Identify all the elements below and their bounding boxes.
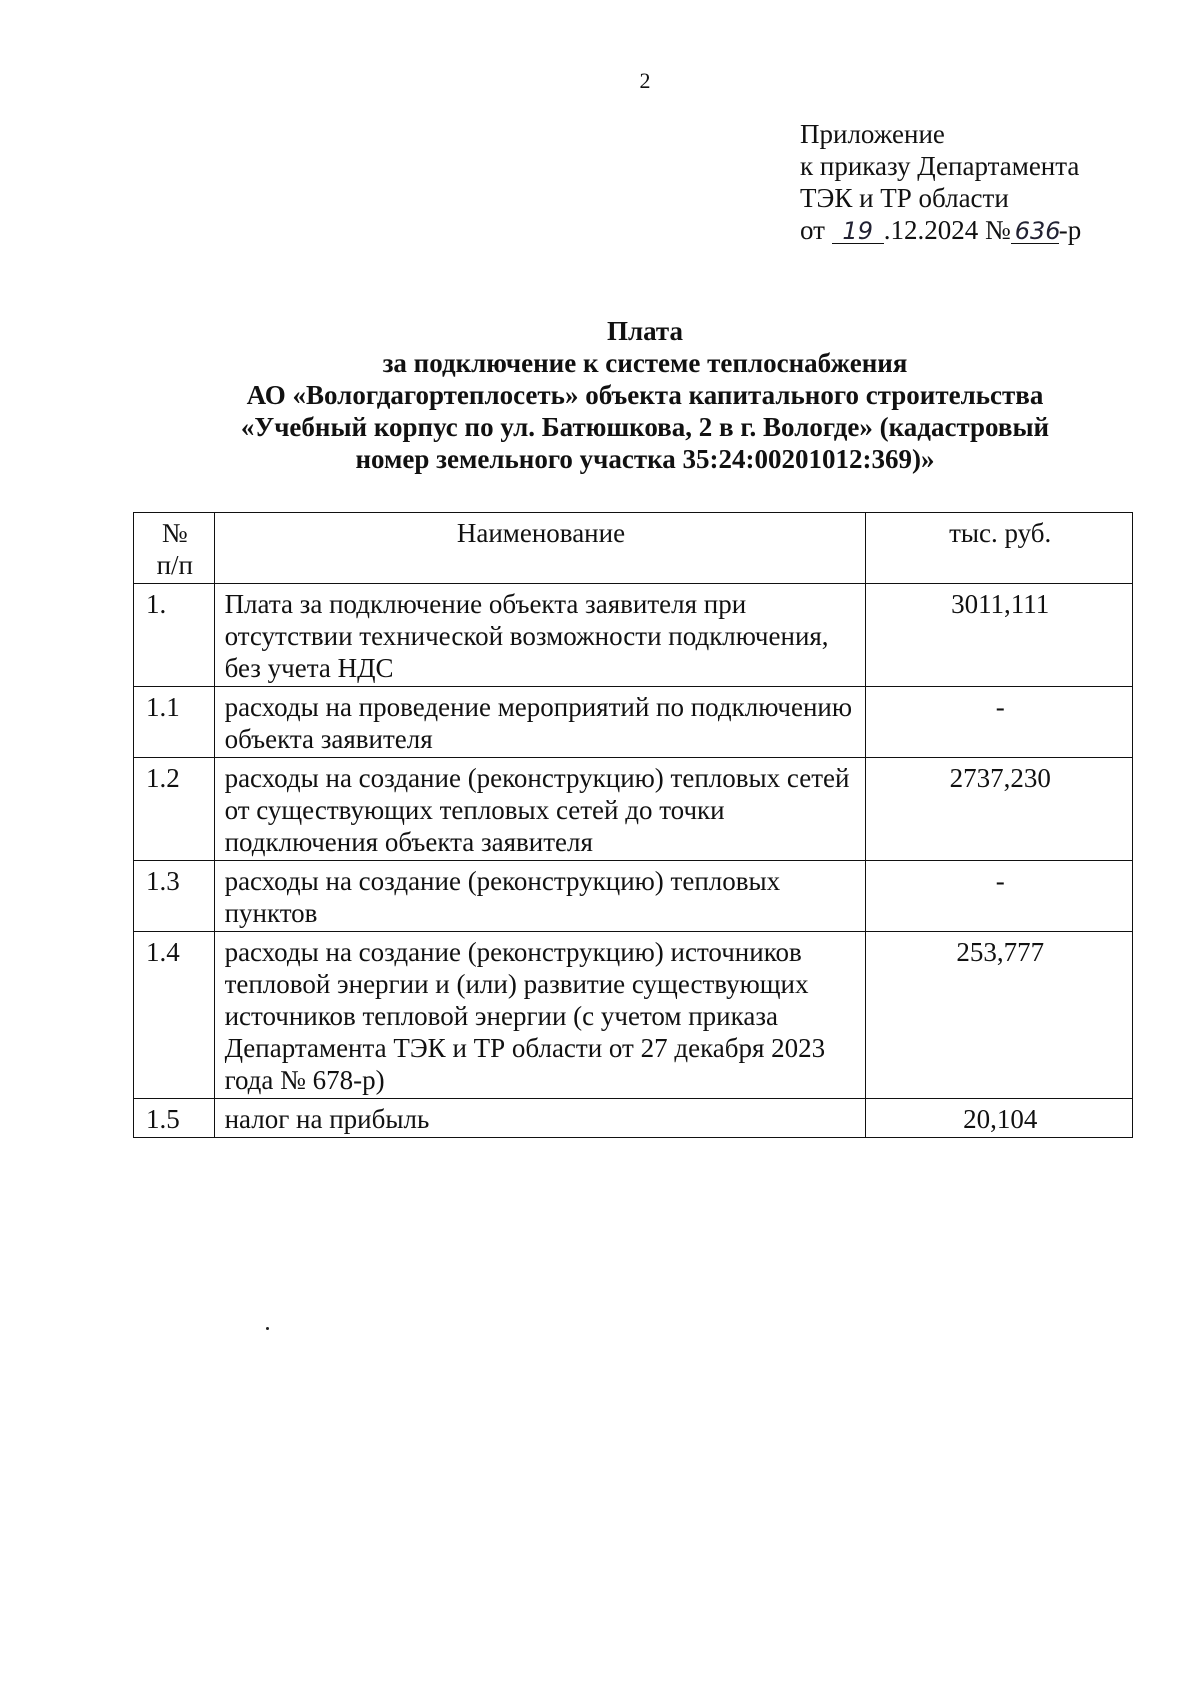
document-title	[140, 315, 1150, 475]
title-line-1: Плата	[606, 316, 684, 346]
table-row	[134, 758, 1133, 861]
row-num: 1.4	[134, 932, 215, 1099]
title-line-5: номер земельного участка 35:24:00201012:369)»	[355, 444, 935, 474]
header-value: тыс. руб.	[866, 513, 1133, 584]
row-num: 1.5	[134, 1099, 215, 1138]
table-row	[134, 687, 1133, 758]
appendix-department: ТЭК и ТР области	[800, 183, 1009, 213]
row-value: 253,777	[866, 932, 1133, 1099]
header-num-pp: п/п	[156, 550, 193, 580]
row-value: -	[866, 861, 1133, 932]
row-name: налог на прибыль	[214, 1099, 866, 1138]
table-row	[134, 1099, 1133, 1138]
page-number: 2	[639, 68, 651, 93]
row-name: расходы на создание (реконструкцию) тепловых пунктов	[214, 861, 866, 932]
date-rest: .12.2024 №	[883, 215, 1011, 245]
handwritten-day: 19	[832, 219, 884, 244]
stray-dot	[266, 1327, 269, 1330]
table-row	[134, 584, 1133, 687]
title-line-4: «Учебный корпус по ул. Батюшкова, 2 в г. Вологде» (кадастровый	[240, 412, 1050, 442]
order-number-suffix: -р	[1058, 215, 1082, 245]
row-value: -	[866, 687, 1133, 758]
title-line-3: АО «Вологдагортеплосеть» объекта капитального строительства	[246, 380, 1044, 410]
appendix-title: Приложение	[800, 119, 945, 149]
handwritten-order-number: 636	[1011, 219, 1059, 244]
table-header-row	[134, 513, 1133, 584]
row-value: 3011,111	[866, 584, 1133, 687]
row-name: Плата за подключение объекта заявителя при отсутствии технической возможности подключения, без учета НДС	[214, 584, 866, 687]
row-name: расходы на создание (реконструкцию) источников тепловой энергии и (или) развитие существующих источников тепловой энергии (с учетом приказа Департамента ТЭК и ТР области от 27 декабря 2023 года № 678-р)	[214, 932, 866, 1099]
row-num: 1.3	[134, 861, 215, 932]
row-value: 2737,230	[866, 758, 1133, 861]
date-prefix: от	[800, 215, 825, 245]
header-num-symbol: №	[161, 518, 188, 548]
appendix-block	[800, 118, 1081, 246]
header-num	[134, 513, 215, 584]
row-value: 20,104	[866, 1099, 1133, 1138]
title-line-2: за подключение к системе теплоснабжения	[382, 348, 908, 378]
table-row	[134, 932, 1133, 1099]
table-row	[134, 861, 1133, 932]
appendix-order-ref: к приказу Департамента	[800, 151, 1080, 181]
header-name: Наименование	[214, 513, 866, 584]
row-num: 1.	[134, 584, 215, 687]
row-name: расходы на создание (реконструкцию) тепловых сетей от существующих тепловых сетей до точки подключения объекта заявителя	[214, 758, 866, 861]
row-num: 1.1	[134, 687, 215, 758]
row-name: расходы на проведение мероприятий по подключению объекта заявителя	[214, 687, 866, 758]
fee-table	[133, 512, 1133, 1138]
row-num: 1.2	[134, 758, 215, 861]
appendix-date-line	[800, 214, 1081, 246]
